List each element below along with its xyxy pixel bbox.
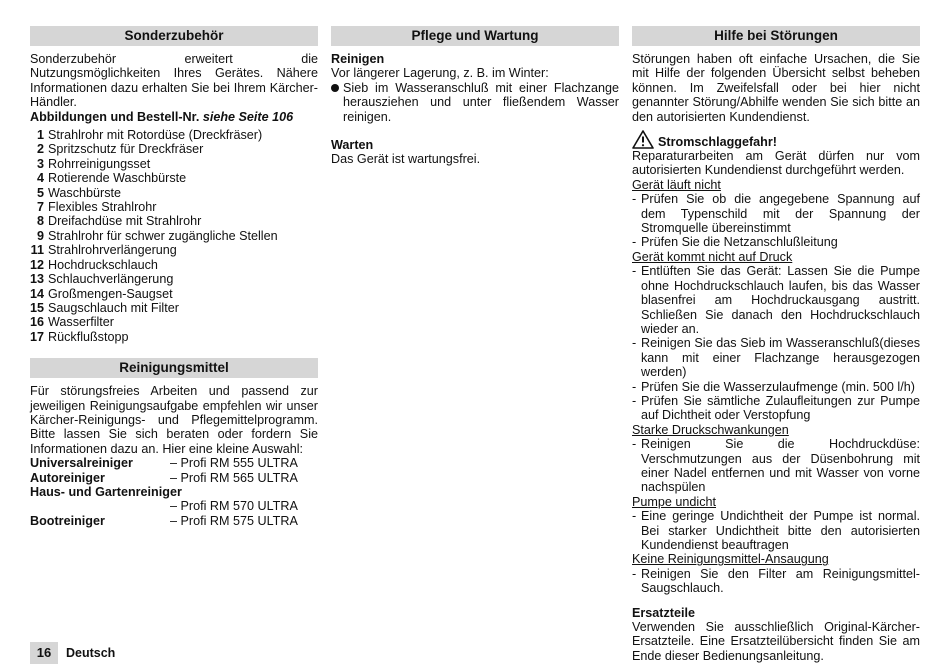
list-item bbox=[30, 330, 318, 344]
product-row bbox=[30, 456, 318, 470]
item-label: Flexibles Strahlrohr bbox=[48, 200, 157, 215]
list-item bbox=[331, 81, 619, 124]
dash-marker: - bbox=[632, 393, 637, 408]
item-number: 4 bbox=[36, 171, 44, 186]
bullet-dot-icon bbox=[331, 84, 339, 92]
remedy-item bbox=[632, 567, 920, 596]
list-item bbox=[30, 315, 318, 329]
column-care bbox=[331, 26, 619, 167]
remedy-text: Reinigen Sie das Sieb im Wasseranschluß(dieses kann mit einer Flachzange herausgezogen werden) bbox=[641, 336, 920, 380]
list-item bbox=[30, 200, 318, 214]
item-label: Rohrreinigungsset bbox=[48, 156, 151, 171]
accessories-intro: Sonderzubehör erweitert die Nutzungsmöglichkeiten Ihres Gerätes. Nähere Informationen dazu erhalten Sie bei Ihrem Kärcher-Händler. bbox=[30, 52, 318, 110]
product-name: Bootreiniger bbox=[30, 513, 105, 528]
product-list bbox=[30, 456, 318, 485]
item-number: 1 bbox=[36, 128, 44, 143]
item-number: 15 bbox=[30, 300, 45, 315]
fault-title: Gerät läuft nicht bbox=[632, 177, 721, 192]
section-heading-detergents: Reinigungsmittel bbox=[30, 358, 318, 378]
warning-text: Reparaturarbeiten am Gerät dürfen nur vom autorisierten Kundendienst durchgeführt werden. bbox=[632, 149, 920, 178]
column-troubleshooting bbox=[632, 26, 920, 663]
detergents-intro: Für störungsfreies Arbeiten und passend zur jeweiligen Reinigungsaufgabe empfehlen wir unser Kärcher-Reinigungs- und Pflegemittelprogramm. Bitte lassen Sie sich beraten oder fordern Sie Informationen dazu an. Hier eine kleine Auswahl: bbox=[30, 384, 318, 456]
item-label: Strahlrohr für schwer zugängliche Stellen bbox=[48, 228, 278, 243]
product-value: – Profi RM 575 ULTRA bbox=[170, 513, 298, 528]
item-label: Strahlrohrverlängerung bbox=[48, 243, 177, 258]
item-number: 12 bbox=[30, 257, 45, 272]
item-label: Saugschlauch mit Filter bbox=[48, 300, 179, 315]
list-item bbox=[30, 272, 318, 286]
fault-title: Keine Reinigungsmittel-Ansaugung bbox=[632, 552, 829, 567]
list-item bbox=[30, 142, 318, 156]
remedy-text: Prüfen Sie sämtliche Zulaufleitungen zur Pumpe auf Dichtheit oder Verstopfung bbox=[641, 393, 920, 423]
product-row bbox=[30, 514, 318, 528]
fault-title: Starke Druckschwankungen bbox=[632, 422, 789, 437]
section-heading-care: Pflege und Wartung bbox=[331, 26, 619, 46]
item-label: Hochdruckschlauch bbox=[48, 257, 158, 272]
product-name: Universalreiniger bbox=[30, 456, 133, 471]
item-number: 17 bbox=[30, 329, 45, 344]
accessory-list bbox=[30, 128, 318, 344]
item-number: 7 bbox=[36, 200, 44, 215]
order-label: Abbildungen und Bestell-Nr. bbox=[30, 109, 203, 124]
product-value: – Profi RM 570 ULTRA bbox=[170, 499, 298, 514]
item-label: Schlauchverlängerung bbox=[48, 272, 174, 287]
product-value: – Profi RM 565 ULTRA bbox=[170, 470, 298, 485]
product-row bbox=[30, 499, 318, 513]
product-row bbox=[30, 471, 318, 485]
item-label: Rotierende Waschbürste bbox=[48, 171, 187, 186]
fault-title: Pumpe undicht bbox=[632, 494, 717, 509]
list-item bbox=[30, 258, 318, 272]
item-number: 3 bbox=[36, 156, 44, 171]
remedy-item bbox=[632, 509, 920, 552]
list-item bbox=[30, 243, 318, 257]
list-item bbox=[30, 186, 318, 200]
remedy-item bbox=[632, 394, 920, 423]
dash-marker: - bbox=[632, 437, 637, 452]
remedy-item bbox=[632, 192, 920, 235]
warning-triangle-icon bbox=[632, 130, 654, 149]
spare-parts-title: Ersatzteile bbox=[632, 605, 695, 620]
item-number: 9 bbox=[36, 228, 44, 243]
cleaning-title: Reinigen bbox=[331, 52, 385, 66]
item-number: 2 bbox=[36, 142, 44, 157]
remedy-item bbox=[632, 264, 920, 336]
item-number: 14 bbox=[30, 286, 45, 301]
remedy-text: Reinigen Sie den Filter am Reinigungsmittel-Saugschlauch. bbox=[641, 566, 920, 596]
spare-parts-text: Verwenden Sie ausschließlich Original-Kärcher-Ersatzteile. Eine Ersatzteilübersicht finden Sie am Ende dieser Bedienungsanleitung. bbox=[632, 620, 920, 663]
section-heading-accessories: Sonderzubehör bbox=[30, 26, 318, 46]
dash-marker: - bbox=[632, 264, 637, 279]
item-number: 13 bbox=[30, 272, 45, 287]
product-name: Haus- und Gartenreiniger bbox=[30, 484, 182, 499]
remedy-text: Reinigen Sie die Hochdruckdüse: Verschmutzungen aus der Düsenbohrung mit einer Nadel entfernen und mit Wasser von vorne nachspülen bbox=[641, 437, 920, 495]
list-item bbox=[30, 214, 318, 228]
list-item bbox=[30, 128, 318, 142]
list-item bbox=[30, 287, 318, 301]
dash-marker: - bbox=[632, 566, 637, 581]
warning-title: Stromschlaggefahr! bbox=[658, 134, 777, 149]
remedy-item bbox=[632, 235, 920, 249]
section-heading-troubleshooting: Hilfe bei Störungen bbox=[632, 26, 920, 46]
fault-title: Gerät kommt nicht auf Druck bbox=[632, 249, 793, 264]
remedy-item bbox=[632, 336, 920, 379]
item-number: 16 bbox=[30, 315, 45, 330]
dash-marker: - bbox=[632, 235, 637, 250]
cleaning-text: Vor längerer Lagerung, z. B. im Winter: bbox=[331, 66, 549, 81]
troubleshooting-intro: Störungen haben oft einfache Ursachen, die Sie mit Hilfe der folgenden Übersicht selbst beheben können. Im Zweifelsfall oder bei hier nicht genannter Störung/Abhilfe wenden Sie sich bitte an den autorisierten Kundendienst. bbox=[632, 52, 920, 124]
remedy-item bbox=[632, 380, 920, 394]
list-item bbox=[30, 301, 318, 315]
item-number: 11 bbox=[30, 243, 44, 258]
item-label: Strahlrohr mit Rotordüse (Dreckfräser) bbox=[48, 128, 263, 143]
order-page-ref: siehe Seite 106 bbox=[202, 109, 294, 124]
fault-list bbox=[632, 178, 920, 596]
list-item bbox=[30, 171, 318, 185]
remedy-text: Prüfen Sie die Netzanschlußleitung bbox=[641, 235, 838, 250]
item-number: 5 bbox=[36, 185, 44, 200]
remedy-text: Entlüften Sie das Gerät: Lassen Sie die Pumpe ohne Hochdruckschlauch laufen, bis das Wasser blasenfrei am Hochdruckausgang austritt. Schließen Sie danach den Hochdruckschlauch wieder an. bbox=[641, 264, 920, 336]
item-label: Großmengen-Saugset bbox=[48, 286, 173, 301]
column-accessories bbox=[30, 26, 318, 528]
dash-marker: - bbox=[632, 379, 637, 394]
page-footer bbox=[30, 642, 115, 664]
remedy-text: Prüfen Sie ob die angegebene Spannung auf dem Typenschild mit der Spannung der Stromquelle übereinstimmt bbox=[641, 192, 920, 236]
remedy-text: Prüfen Sie die Wasserzulaufmenge (min. 500 l/h) bbox=[641, 379, 915, 394]
maintenance-text: Das Gerät ist wartungsfrei. bbox=[331, 152, 481, 167]
item-number: 8 bbox=[36, 214, 44, 229]
remedy-text: Eine geringe Undichtheit der Pumpe ist normal. Bei starker Undichtheit bitte den autorisierten Kundendienst beauftragen bbox=[641, 509, 920, 552]
dash-marker: - bbox=[632, 336, 637, 351]
product-name: Autoreiniger bbox=[30, 470, 105, 485]
order-reference bbox=[30, 110, 318, 124]
dash-marker: - bbox=[632, 509, 637, 524]
dash-marker: - bbox=[632, 192, 637, 207]
cleaning-bullet: Sieb im Wasseranschluß mit einer Flachzange herausziehen und unter fließendem Wasser reinigen. bbox=[343, 80, 619, 124]
language-label: Deutsch bbox=[66, 645, 116, 660]
list-item bbox=[30, 157, 318, 171]
remedy-item bbox=[632, 437, 920, 495]
item-label: Rückflußstopp bbox=[48, 329, 129, 344]
item-label: Wasserfilter bbox=[48, 315, 115, 330]
maintenance-title: Warten bbox=[331, 138, 374, 153]
list-item bbox=[30, 229, 318, 243]
product-value: – Profi RM 555 ULTRA bbox=[170, 456, 298, 471]
item-label: Dreifachdüse mit Strahlrohr bbox=[48, 214, 202, 229]
item-label: Spritzschutz für Dreckfräser bbox=[48, 142, 204, 157]
page-number: 16 bbox=[30, 642, 58, 664]
warning-header bbox=[632, 130, 920, 149]
item-label: Waschbürste bbox=[48, 185, 122, 200]
